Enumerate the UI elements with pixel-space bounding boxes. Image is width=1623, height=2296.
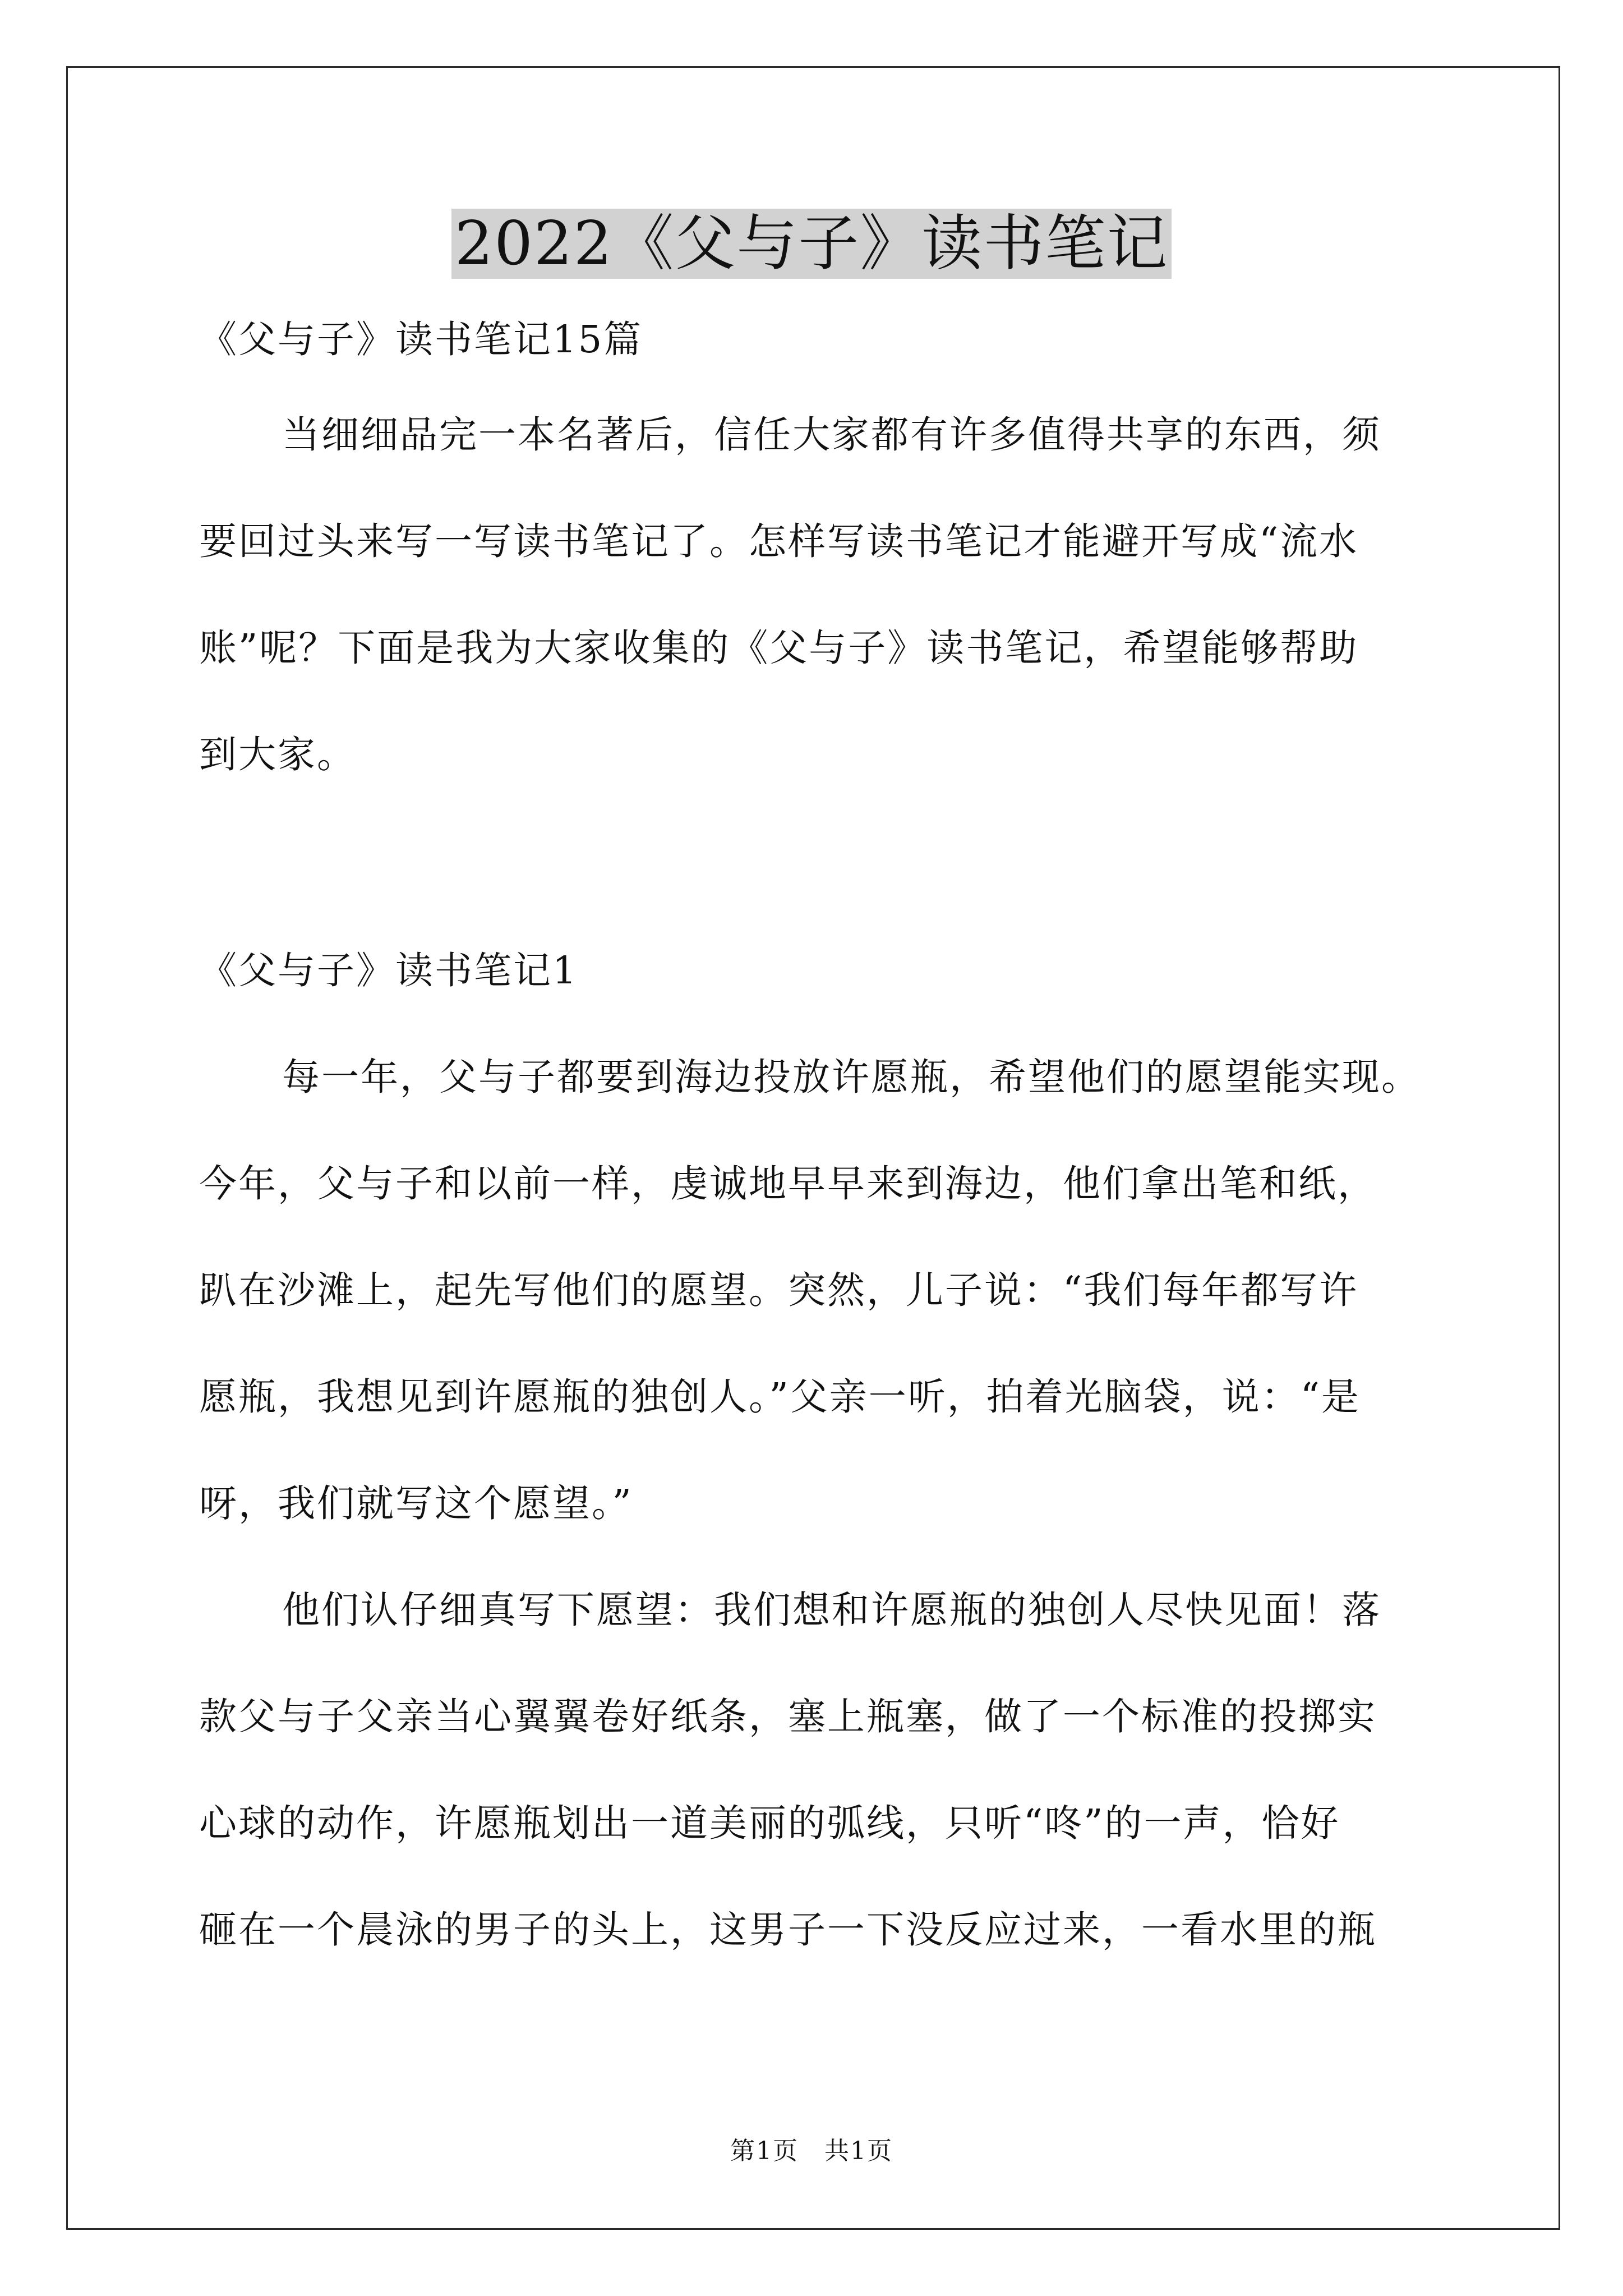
paragraph-line: 呀，我们就写这个愿望。”	[199, 1481, 633, 1525]
intro-line: 账”呢？下面是我为大家收集的《父与子》读书笔记，希望能够帮助	[199, 626, 1359, 670]
paragraph-line: 愿瓶，我想见到许愿瓶的独创人。”父亲一听，拍着光脑袋，说：“是	[199, 1375, 1361, 1419]
section1-paragraph	[199, 1024, 1450, 1557]
section-heading: 《父与子》读书笔记1	[199, 949, 578, 992]
document-title	[0, 205, 1623, 283]
paragraph-line: 他们认仔细真写下愿望：我们想和许愿瓶的独创人尽快见面！落	[282, 1588, 1381, 1632]
intro-line: 要回过头来写一写读书笔记了。怎样写读书笔记才能避开写成“流水	[199, 519, 1359, 563]
paragraph-line: 砸在一个晨泳的男子的头上，这男子一下没反应过来，一看水里的瓶	[199, 1908, 1377, 1952]
page-footer: 第1页 共1页	[730, 2137, 893, 2165]
paragraph-line: 每一年，父与子都要到海边投放许愿瓶，希望他们的愿望能实现。	[282, 1055, 1421, 1099]
paragraph-line: 趴在沙滩上，起先写他们的愿望。突然，儿子说：“我们每年都写许	[199, 1268, 1359, 1312]
section1-paragraph	[199, 1557, 1450, 1983]
paragraph-line: 今年，父与子和以前一样，虔诚地早早来到海边，他们拿出笔和纸，	[199, 1162, 1377, 1205]
intro-line: 到大家。	[199, 733, 356, 776]
paragraph-line: 心球的动作，许愿瓶划出一道美丽的弧线，只听“咚”的一声，恰好	[199, 1801, 1340, 1845]
paragraph-line: 款父与子父亲当心翼翼卷好纸条，塞上瓶塞，做了一个标准的投掷实	[199, 1695, 1377, 1738]
document-subtitle: 《父与子》读书笔记15篇	[199, 318, 643, 361]
intro-paragraph	[199, 381, 1450, 808]
document-body	[199, 297, 1450, 1983]
document-title-text: 2022《父与子》读书笔记	[451, 209, 1172, 279]
section-spacer	[199, 808, 1450, 917]
intro-line: 当细细品完一本名著后，信任大家都有许多值得共享的东西，须	[282, 413, 1381, 457]
